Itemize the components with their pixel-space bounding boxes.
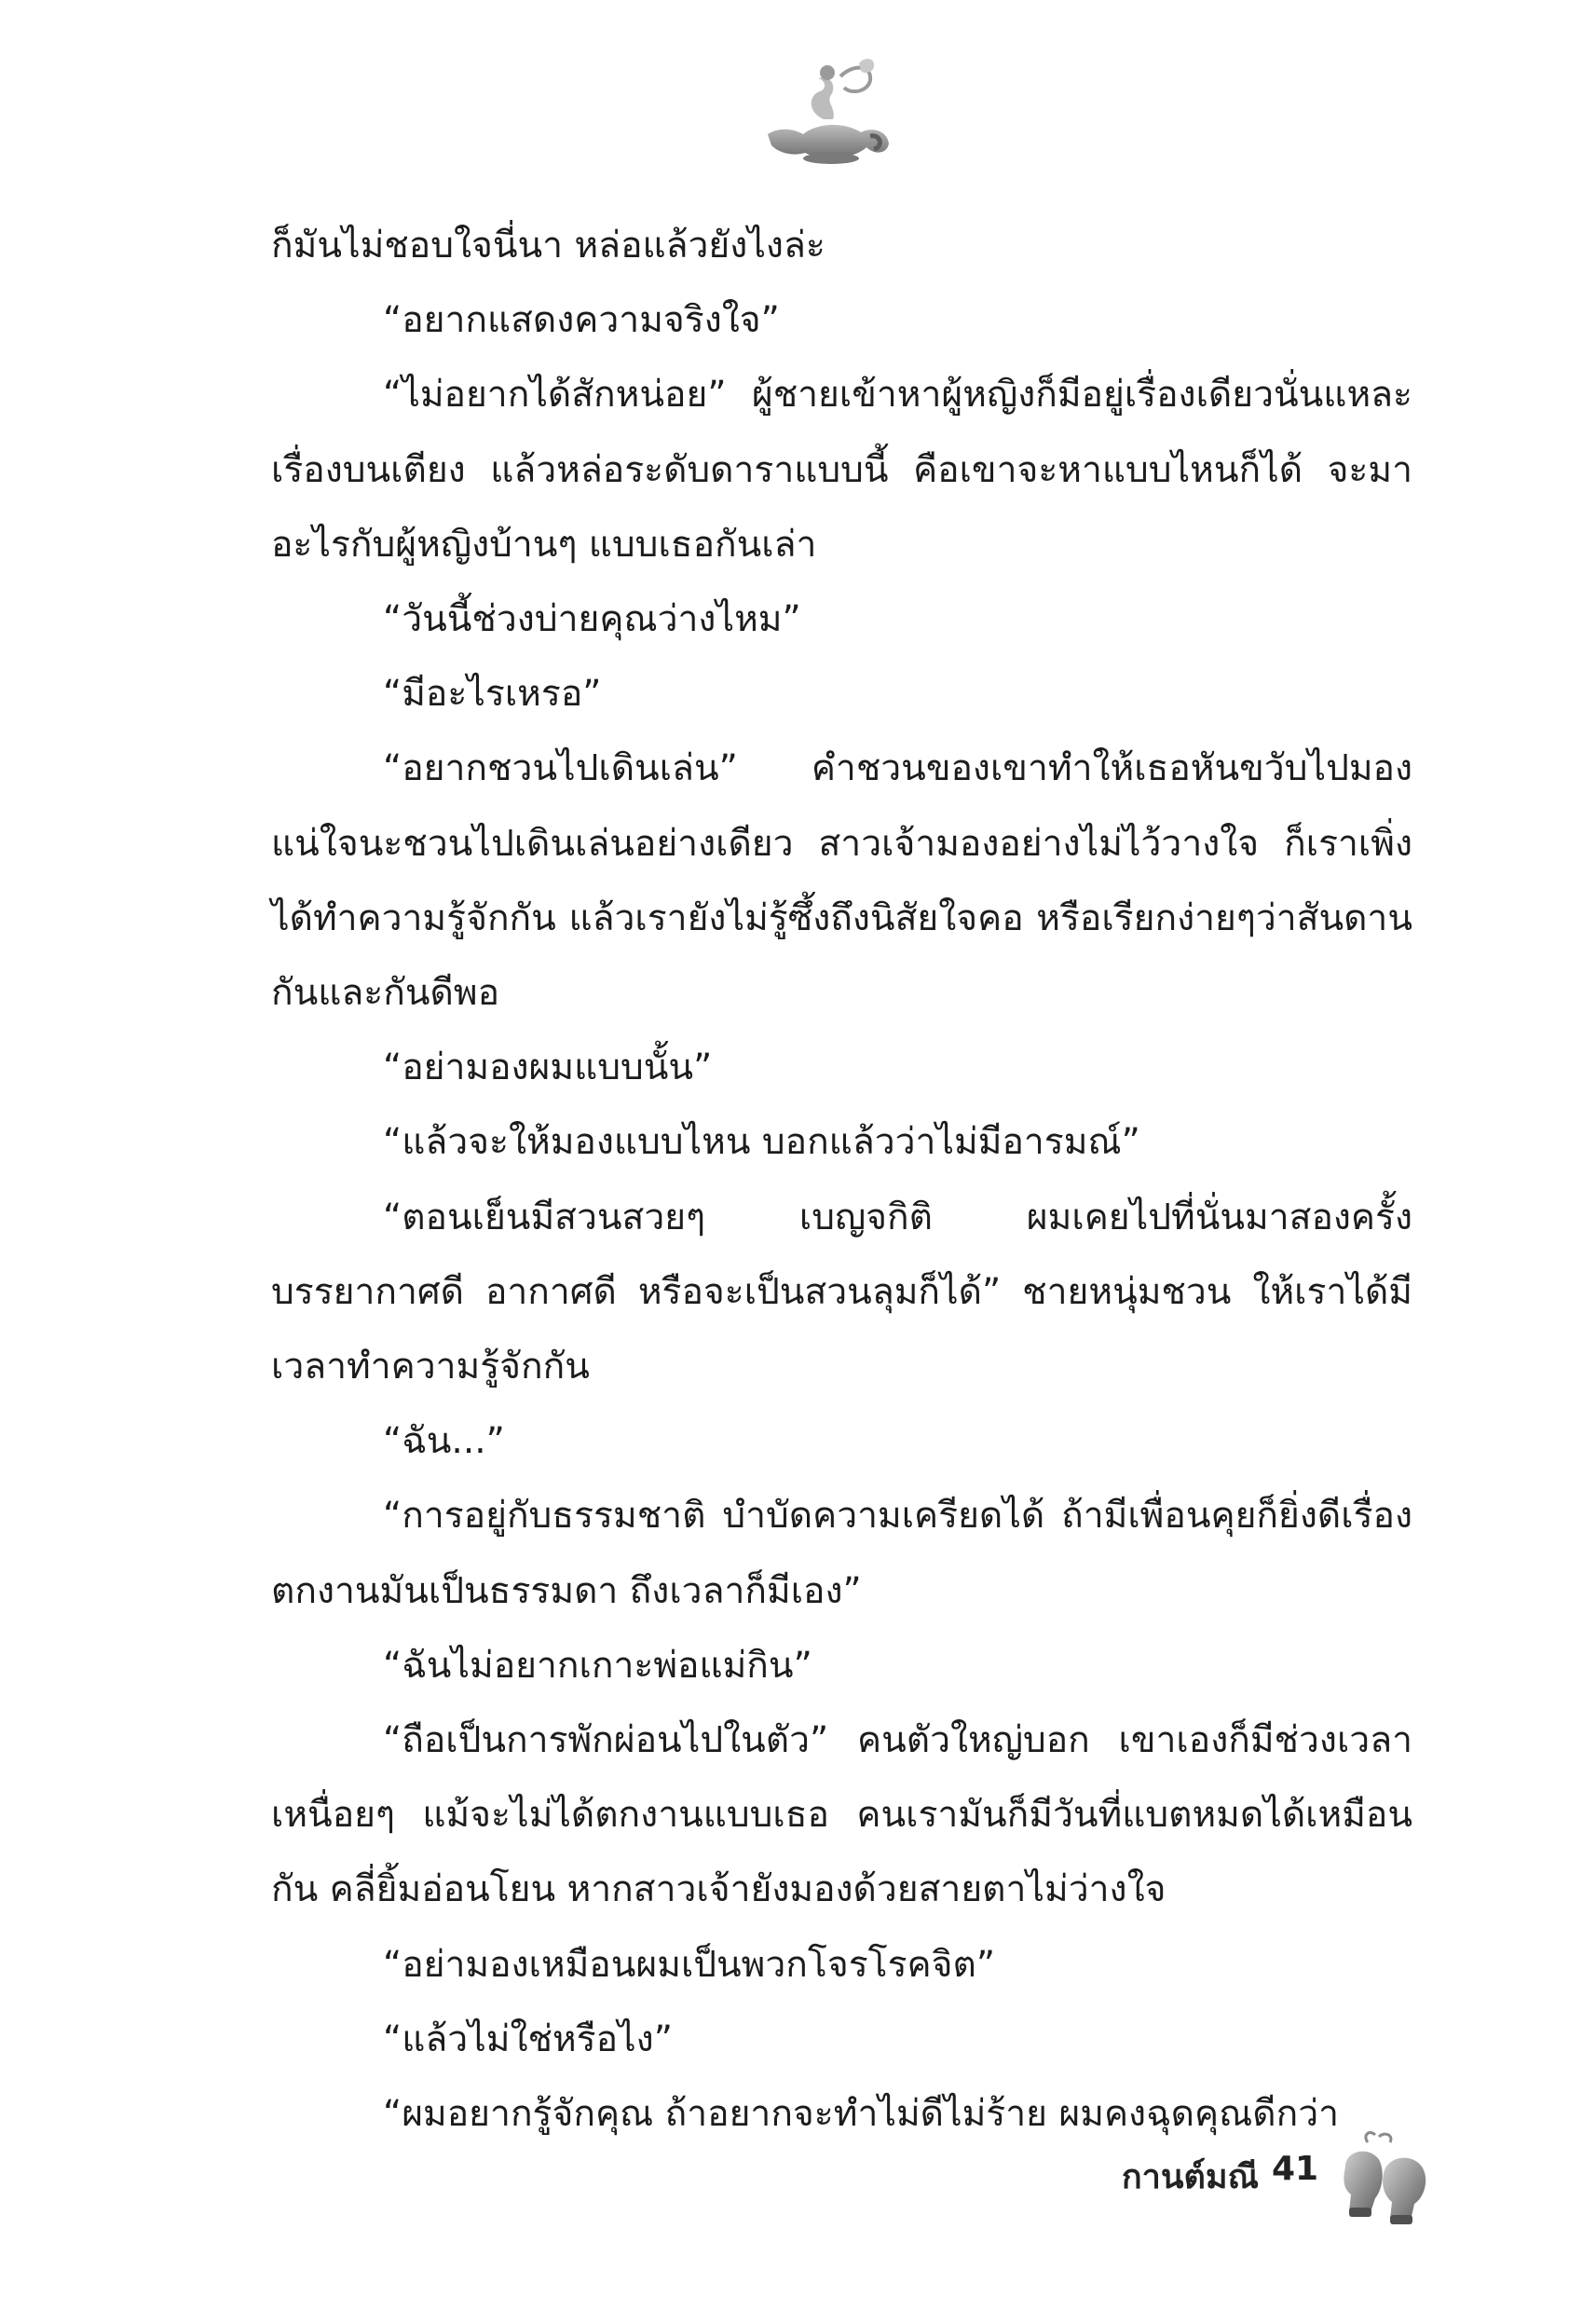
magic-lamp-cupid-icon [751, 54, 900, 171]
paragraph: “มีอะไรเหรอ” [383, 673, 602, 716]
paragraph: “ไม่อยากได้สักหน่อย” ผู้ชายเข้าหาผู้หญิงก็มีอยู่เรื่องเดียวนั่นแหละ เรื่องบนเตียง แล้วหล่อระดับดาราแบบนี้ คือเขาจะหาแบบไหนก็ได้ จะมาอะไรกับผู้หญิงบ้านๆ แบบเธอกันเล่า [271, 374, 1412, 566]
body-text [271, 209, 1412, 2152]
paragraph: “ฉัน...” [383, 1420, 505, 1463]
paragraph: “แล้วไม่ใช่หรือไง” [383, 2017, 673, 2060]
paragraph: “ตอนเย็นมีสวนสวยๆ เบญจกิติ ผมเคยไปที่นั่นมาสองครั้งบรรยากาศดี อากาศดี หรือจะเป็นสวนลุมก็ได้” ชายหนุ่มชวน ให้เราได้มีเวลาทำความรู้จักกัน [271, 1196, 1412, 1388]
paragraph: “แล้วจะให้มองแบบไหน บอกแล้วว่าไม่มีอารมณ์” [383, 1121, 1140, 1164]
paragraph: ก็มันไม่ชอบใจนี่นา หล่อแล้วยังไงล่ะ [271, 225, 825, 267]
paragraph: “ถือเป็นการพักผ่อนไปในตัว” คนตัวใหญ่บอก เขาเองก็มีช่วงเวลาเหนื่อยๆ แม้จะไม่ได้ตกงานแบบเธอ คนเรามันก็มีวันที่แบตหมดได้เหมือนกัน คลี่ยิ้มอ่อนโยน หากสาวเจ้ายังมองด้วยสายตาไม่ว่างใจ [271, 1719, 1412, 1911]
page-number: 41 [1272, 2150, 1319, 2188]
paragraph: “ผมอยากรู้จักคุณ ถ้าอยากจะทำไม่ดีไม่ร้าย ผมคงฉุดคุณดีกว่า [383, 2093, 1339, 2136]
paragraph: “อย่ามองเหมือนผมเป็นพวกโจรโรคจิต” [383, 1943, 996, 1986]
book-title: กานต์มณี [1121, 2158, 1259, 2196]
boxing-gloves-icon [1332, 2129, 1435, 2232]
paragraph: “การอยู่กับธรรมชาติ บำบัดความเครียดได้ ถ้ามีเพื่อนคุยก็ยิ่งดีเรื่องตกงานมันเป็นธรรมดา ถึงเวลาก็มีเอง” [271, 1495, 1412, 1612]
paragraph: “อยากแสดงความจริงใจ” [383, 299, 780, 342]
paragraph: “วันนี้ช่วงบ่ายคุณว่างไหม” [383, 598, 801, 641]
page-footer [0, 2129, 1596, 2241]
paragraph: “อย่ามองผมแบบนั้น” [383, 1046, 713, 1089]
paragraph: “อยากชวนไปเดินเล่น” คำชวนของเขาทำให้เธอหันขวับไปมองแน่ใจนะชวนไปเดินเล่นอย่างเดียว สาวเจ้ามองอย่างไม่ไว้วางใจ ก็เราเพิ่งได้ทำความรู้จักกัน แล้วเรายังไม่รู้ซึ้งถึงนิสัยใจคอ หรือเรียกง่ายๆว่าสันดานกันและกันดีพอ [271, 747, 1412, 1015]
paragraph: “ฉันไม่อยากเกาะพ่อแม่กิน” [383, 1644, 812, 1687]
